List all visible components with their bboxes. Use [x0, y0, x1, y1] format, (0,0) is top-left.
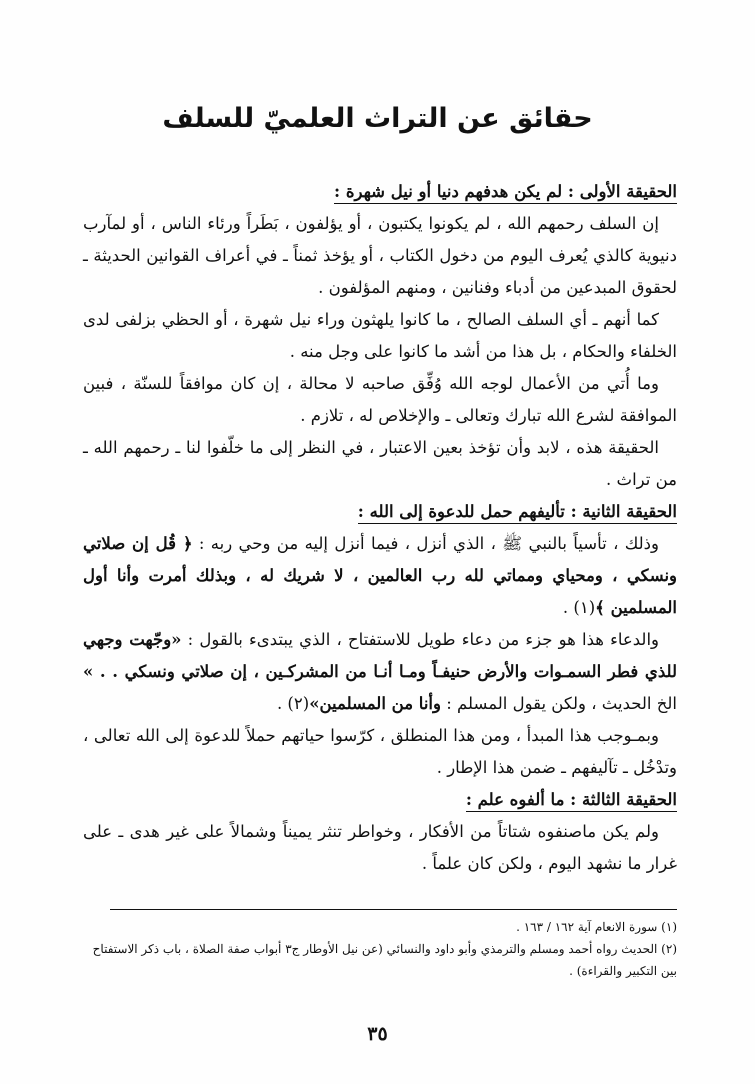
quran-verse: ﴿ قُل إن صلاتي ونسكي ، ومحياي ومماتي لله رب العالمين ، لا شريك له ، وبذلك أمرت وأنا أول المسلمين ﴾ [83, 534, 677, 617]
fact1-paragraph-2: كما أنهم ـ أي السلف الصالح ، ما كانوا يلهثون وراء نيل شهرة ، أو الحظي بزلفى لدى الخلفاء والحكام ، بل هذا من أشد ما كانوا على وجل منه . [83, 310, 677, 361]
main-text [83, 176, 677, 880]
fact1-heading: الحقيقة الأولى : لم يكن هدفهم دنيا أو نيل شهرة : [83, 176, 677, 208]
page-title: حقائق عن التراث العلميّ للسلف [162, 103, 593, 134]
footnote-divider [110, 909, 677, 910]
fact1-paragraph-1: إن السلف رحمهم الله ، لم يكونوا يكتبون ، أو يؤلفون ، بَطَراً ورئاء الناس ، أو لمآرب دنيوية كالذي يُعرف اليوم من دخول الكتاب ، أو يؤخذ ثمناً ـ في أعراف القوانين الحديثة ـ لحقوق المبدعين من أدباء وفنانين ، ومنهم المؤلفون . [83, 214, 677, 297]
fact3-paragraph-1: ولم يكن ماصنفوه شتاتاً من الأفكار ، وخواطر تنثر يميناً وشمالاً على غير هدى ـ على غرار ما نشهد اليوم ، ولكن كان علماً . [83, 822, 677, 873]
fact1-paragraph-3: وما أُتي من الأعمال لوجه الله وُفِّق صاحبه لا محالة ، إن كان موافقاً للسنّة ، فبين الموافقة لشرع الله تبارك وتعالى ـ والإخلاص له ، تلازم . [83, 374, 677, 425]
footnote-2: (٢) الحديث رواه أحمد ومسلم والترمذي وأبو داود والنسائي (عن نيل الأوطار ج٣ أبواب صفة الصلاة ، باب ذكر الاستفتاح بين التكبير والقراءة) . [92, 942, 677, 978]
fact2-paragraph-2: والدعاء هذا هو جزء من دعاء طويل للاستفتاح ، الذي يبتدىء بالقول : «وجّهت وجهي للذي فطر السمـوات والأرض حنيفـاً ومـا أنـا من المشركـين ، إن صلاتي ونسكي . . » الخ الحديث ، ولكن يقول المسلم : وأنا من المسلمين»(٢) . [83, 630, 677, 713]
fact2-paragraph-3: وبمـوجب هذا المبدأ ، ومن هذا المنطلق ، كرّسوا حياتهم حملاً للدعوة إلى الله تعالى ، وتدْخُل ـ تآليفهم ـ ضمن هذا الإطار . [83, 726, 677, 777]
fact2-paragraph-1: وذلك ، تأسياً بالنبي ﷺ ، الذي أنزل ، فيما أنزل إليه من وحي ربه : ﴿ قُل إن صلاتي ونسكي ، ومحياي ومماتي لله رب العالمين ، لا شريك له ، وبذلك أمرت وأنا أول المسلمين ﴾(١) . [83, 534, 677, 617]
footnotes [83, 916, 677, 982]
footnote-1: (١) سورة الانعام آية ١٦٢ / ١٦٣ . [516, 920, 677, 934]
fact2-heading: الحقيقة الثانية : تأليفهم حمل للدعوة إلى الله : [83, 496, 677, 528]
fact1-paragraph-4: الحقيقة هذه ، لابد وأن تؤخذ بعين الاعتبار ، في النظر إلى ما خلّفوا لنا ـ رحمهم الله ـ من تراث . [83, 438, 677, 489]
footnote-ref-1: (١) . [562, 598, 596, 617]
page-number: ٣٥ [367, 1023, 388, 1045]
fact3-heading: الحقيقة الثالثة : ما ألفوه علم : [83, 784, 677, 816]
hadith-quote: «وجّهت وجهي للذي فطر السمـوات والأرض حنيفـاً ومـا أنـا من المشركـين ، إن صلاتي ونسكي . . » [83, 630, 677, 681]
footnote-ref-2: (٢) . [276, 694, 310, 713]
